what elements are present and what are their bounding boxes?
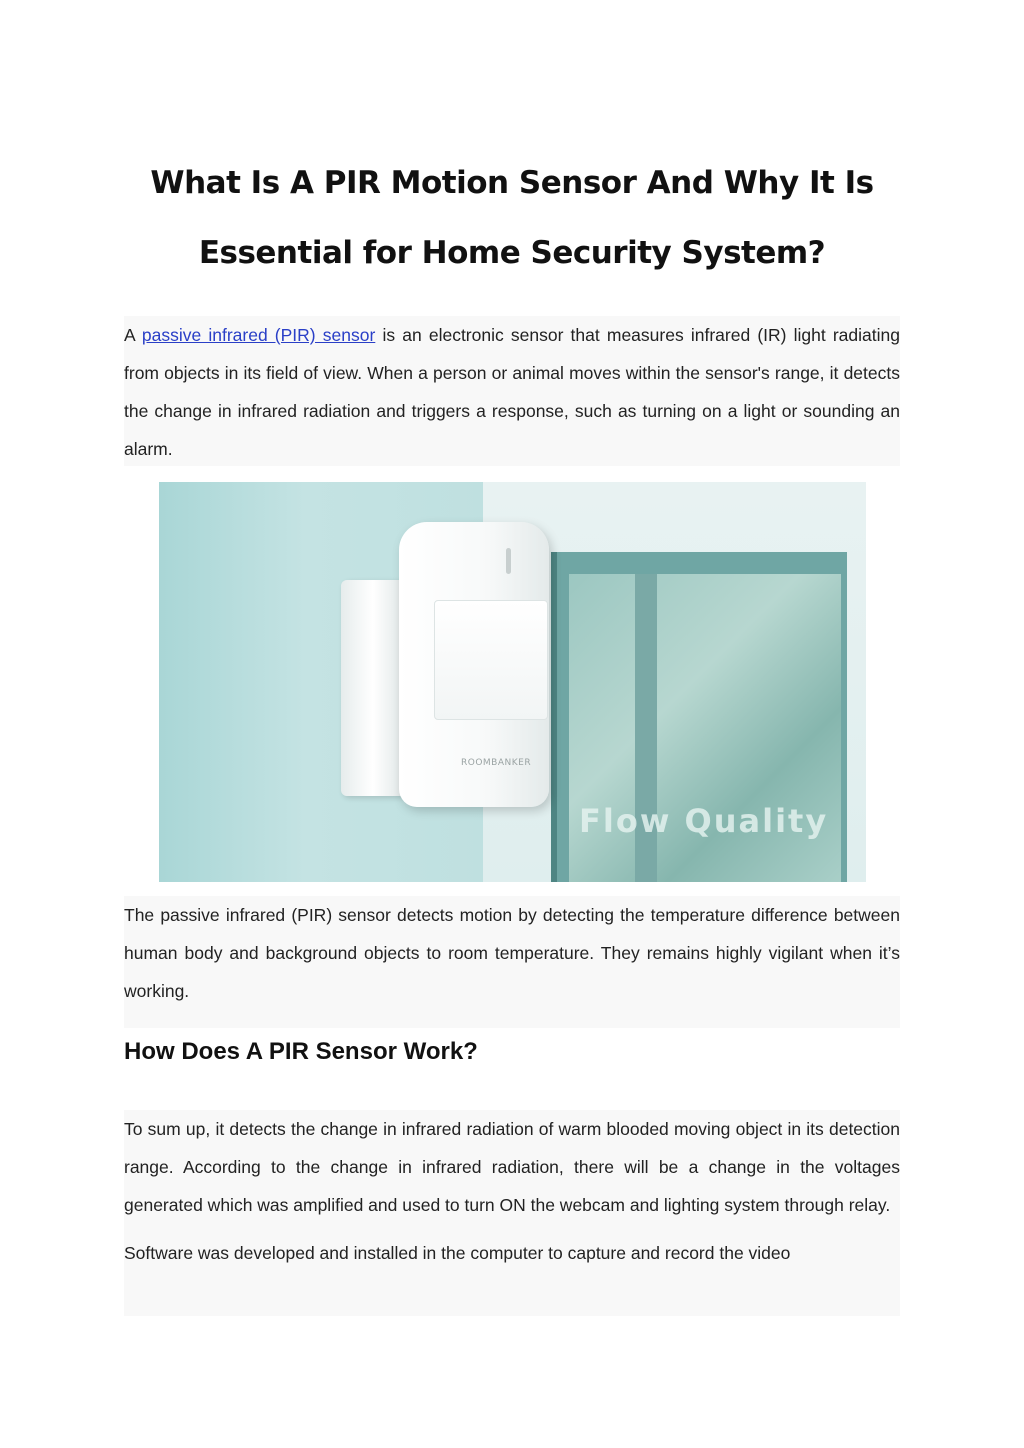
pir-sensor-photo (159, 482, 866, 882)
how-it-works-paragraph: To sum up, it detects the change in infrared radiation of warm blooded moving object in its detection range. According to the change in infrared radiation, there will be a change in the voltages generated which was amplified and used to turn ON the webcam and lighting system through relay. (124, 1119, 900, 1215)
intro-text: is an electronic sensor that measures infrared (IR) light radiating from objects in its field of view. When a person or animal moves within the sensor's range, it detects the change in infrared radiation and triggers a response, such as turning on a light or sounding an alarm. (124, 325, 900, 459)
sensor-brand-label: ROOMBANKER (461, 758, 532, 768)
detection-block (124, 896, 900, 1028)
detection-paragraph: The passive infrared (PIR) sensor detects motion by detecting the temperature difference between human body and background objects to room temperature. They remains highly vigilant when it’s working. (124, 905, 900, 1001)
intro-block (124, 316, 900, 466)
title-line-1: What Is A PIR Motion Sensor And Why It Is (150, 165, 874, 201)
how-it-works-block (124, 1110, 900, 1316)
pir-sensor-link[interactable]: passive infrared (PIR) sensor (141, 325, 376, 345)
section-heading: How Does A PIR Sensor Work? (124, 1038, 478, 1065)
intro-prefix: A (124, 325, 142, 345)
intro-paragraph (124, 316, 900, 468)
sensor-led-indicator (506, 548, 511, 574)
sensor-mount-bracket (341, 580, 405, 796)
sensor-lens (434, 600, 548, 720)
title-line-2: Essential for Home Security System? (198, 235, 826, 271)
software-paragraph: Software was developed and installed in the computer to capture and record the video (124, 1243, 791, 1263)
glass-lettering: Flow Quality (579, 802, 829, 840)
page-title (60, 148, 964, 288)
